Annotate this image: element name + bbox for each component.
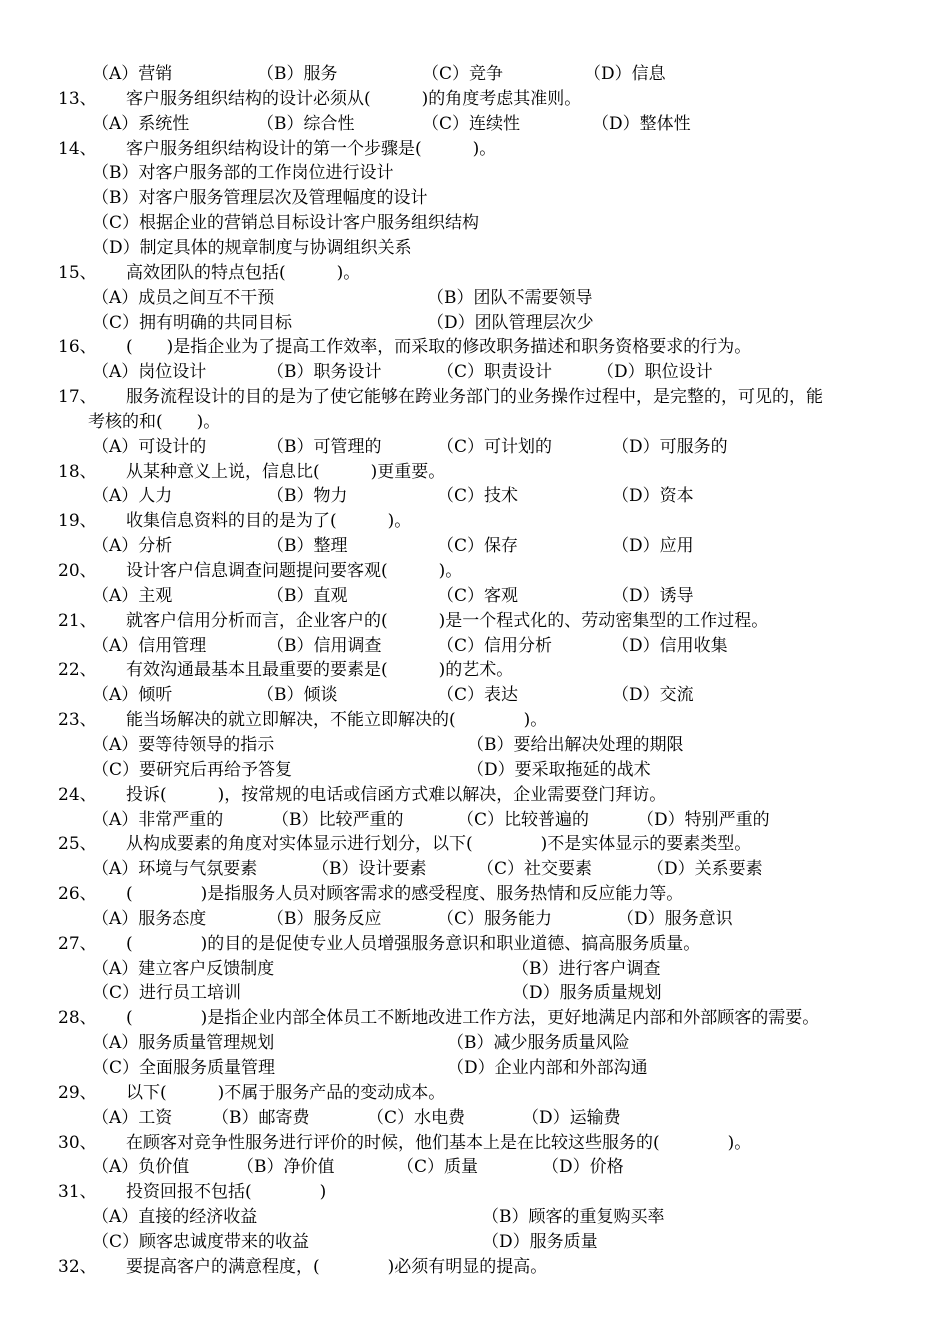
question-number: 17、 — [58, 387, 97, 408]
answer-option: （C）水电费 — [367, 1107, 466, 1128]
options-row — [92, 907, 912, 931]
answer-option: （A）系统性 — [92, 113, 190, 134]
answer-option: （D）整体性 — [592, 113, 691, 134]
question-line — [58, 832, 751, 856]
answer-option: （C）拥有明确的共同目标 — [92, 312, 293, 333]
question-stem: 设计客户信息调查问题提问要客观( )。 — [126, 561, 463, 581]
question-stem: 从构成要素的角度对实体显示进行划分，以下( )不是实体显示的要素类型。 — [126, 834, 752, 855]
answer-option: （D）服务质量规划 — [512, 983, 662, 1004]
options-row — [92, 981, 912, 1005]
answer-option: （D）应用 — [612, 536, 694, 557]
options-row — [92, 634, 912, 658]
question-stem: 投诉( )，按常规的电话或信函方式难以解决，企业需要登门拜访。 — [126, 784, 667, 805]
question-stem: 以下( )不属于服务产品的变动成本。 — [126, 1082, 446, 1103]
question-number: 25、 — [58, 834, 97, 855]
answer-option: （A）成员之间互不干预 — [92, 287, 275, 308]
answer-option: （A）营销 — [92, 64, 173, 84]
question-stem: 从某种意义上说，信息比( )更重要。 — [126, 461, 446, 482]
question-stem: 要提高客户的满意程度，( )必须有明显的提高。 — [126, 1256, 548, 1277]
answer-option: （A）直接的经济收益 — [92, 1207, 258, 1228]
options-row — [92, 1106, 912, 1130]
question-number: 21、 — [58, 610, 97, 631]
question-number: 20、 — [58, 561, 97, 581]
options-row — [92, 1230, 912, 1254]
question-number: 22、 — [58, 660, 97, 681]
question-number: 32、 — [58, 1256, 97, 1277]
options-row — [92, 1205, 912, 1229]
answer-option: （B）减少服务质量风险 — [447, 1033, 630, 1054]
answer-option: （D）运输费 — [522, 1107, 621, 1128]
question-number: 16、 — [58, 337, 97, 358]
answer-option: （C）技术 — [437, 486, 519, 507]
answer-option: （D）服务意识 — [617, 908, 733, 929]
answer-option: （A）可设计的 — [92, 436, 207, 457]
answer-option: （D）价格 — [542, 1157, 624, 1178]
answer-option: （B）服务 — [257, 64, 338, 84]
answer-option: （D）特别严重的 — [637, 809, 770, 830]
answer-option: （A）岗位设计 — [92, 362, 207, 383]
answer-option: （A）建立客户反馈制度 — [92, 958, 275, 979]
answer-option: （B）倾谈 — [257, 685, 338, 706]
answer-option: （C）连续性 — [422, 113, 521, 134]
answer-option: （A）非常严重的 — [92, 809, 224, 830]
answer-option: （A）工资 — [92, 1107, 173, 1128]
question-line — [58, 1081, 445, 1105]
answer-option: （A）环境与气氛要素 — [92, 859, 258, 880]
answer-option: （C）根据企业的营销总目标设计客户服务组织结构 — [92, 213, 480, 234]
options-row — [92, 112, 912, 136]
question-line — [58, 335, 751, 359]
options-row — [92, 1056, 912, 1080]
answer-option: （C）社交要素 — [477, 859, 593, 880]
question-line — [58, 559, 462, 583]
question-line — [58, 882, 683, 906]
answer-option: （B）综合性 — [257, 113, 355, 134]
question-stem: 高效团队的特点包括( )。 — [126, 262, 361, 283]
answer-option: （A）主观 — [92, 585, 173, 606]
options-row — [92, 758, 912, 782]
answer-option: （C）保存 — [437, 536, 519, 557]
question-line — [58, 932, 700, 956]
answer-option: （A）人力 — [92, 486, 173, 507]
question-stem: 客户服务组织结构设计的第一个步骤是( )。 — [126, 138, 497, 159]
question-stem-continuation: 考核的和( )。 — [88, 411, 221, 432]
answer-option: （C）顾客忠诚度带来的收益 — [92, 1231, 310, 1252]
answer-option: （B）进行客户调查 — [512, 958, 661, 979]
question-line — [58, 509, 411, 533]
answer-option: （C）全面服务质量管理 — [92, 1058, 276, 1078]
answer-option: （A）负价值 — [92, 1157, 190, 1178]
answer-option: （D）资本 — [612, 486, 694, 507]
question-line — [58, 783, 666, 807]
question-number: 31、 — [58, 1182, 97, 1203]
answer-option: （C）要研究后再给予答复 — [92, 759, 293, 780]
options-row — [92, 808, 912, 832]
question-line — [58, 609, 768, 633]
answer-option: （B）要给出解决处理的期限 — [467, 734, 684, 755]
answer-option: （D）信息 — [584, 64, 666, 84]
options-row — [92, 683, 912, 707]
answer-option: （D）可服务的 — [612, 436, 728, 457]
question-line — [58, 460, 445, 484]
answer-option: （A）倾听 — [92, 685, 173, 706]
options-row — [92, 857, 912, 881]
answer-option: （C）竞争 — [422, 64, 504, 84]
question-number: 15、 — [58, 262, 97, 283]
question-line — [58, 87, 581, 111]
answer-option: （D）交流 — [612, 685, 694, 706]
answer-option: （B）可管理的 — [267, 436, 382, 457]
question-number: 23、 — [58, 710, 97, 731]
answer-option: （A）分析 — [92, 536, 173, 557]
options-row — [92, 1155, 912, 1179]
question-line — [58, 658, 513, 682]
answer-option: （B）物力 — [267, 486, 348, 507]
question-line — [58, 1006, 819, 1030]
answer-option: （B）信用调查 — [267, 635, 382, 656]
question-number: 26、 — [58, 884, 97, 905]
question-stem: 在顾客对竞争性服务进行评价的时候，他们基本上是在比较这些服务的( )。 — [126, 1132, 752, 1153]
answer-option: （C）表达 — [437, 685, 519, 706]
question-stem: ( )是指企业内部全体员工不断地改进工作方法，更好地满足内部和外部顾客的需要。 — [126, 1008, 820, 1029]
question-line — [58, 137, 496, 161]
answer-option: （C）进行员工培训 — [92, 983, 242, 1004]
question-number: 13、 — [58, 88, 97, 109]
answer-option: （D）职位设计 — [597, 362, 713, 383]
options-row — [92, 733, 912, 757]
answer-option: （B）团队不需要领导 — [427, 287, 593, 308]
question-line — [58, 708, 547, 732]
question-number: 30、 — [58, 1132, 97, 1153]
answer-option: （C）客观 — [437, 585, 519, 606]
answer-option: （D）企业内部和外部沟通 — [447, 1058, 648, 1078]
question-number: 19、 — [58, 511, 97, 532]
answer-option: （B）对客户服务管理层次及管理幅度的设计 — [92, 188, 428, 209]
question-stem: 投资回报不包括( ) — [126, 1182, 327, 1203]
options-row — [92, 62, 912, 86]
answer-option: （C）信用分析 — [437, 635, 553, 656]
answer-option: （D）要采取拖延的战术 — [467, 759, 651, 780]
question-stem: 就客户信用分析而言，企业客户的( )是一个程式化的、劳动密集型的工作过程。 — [126, 610, 769, 631]
answer-option: （B）设计要素 — [312, 859, 427, 880]
question-stem: 客户服务组织结构的设计必须从( )的角度考虑其准则。 — [126, 88, 582, 109]
answer-option: （D）团队管理层次少 — [427, 312, 594, 333]
answer-option: （B）顾客的重复购买率 — [482, 1207, 665, 1228]
question-stem: ( )是指企业为了提高工作效率，而采取的修改职务描述和职务资格要求的行为。 — [126, 337, 752, 358]
answer-option: （D）制定具体的规章制度与协调组织关系 — [92, 237, 412, 258]
answer-option: （C）可计划的 — [437, 436, 553, 457]
answer-option: （C）比较普遍的 — [457, 809, 590, 830]
answer-option: （B）对客户服务部的工作岗位进行设计 — [92, 163, 394, 184]
options-row — [92, 1031, 912, 1055]
options-row — [92, 211, 912, 235]
question-number: 14、 — [58, 138, 97, 159]
question-number: 24、 — [58, 784, 97, 805]
answer-option: （B）职务设计 — [267, 362, 382, 383]
answer-option: （C）质量 — [397, 1157, 479, 1178]
answer-option: （D）信用收集 — [612, 635, 728, 656]
answer-option: （C）职责设计 — [437, 362, 553, 383]
question-line — [58, 261, 360, 285]
answer-option: （A）要等待领导的指示 — [92, 734, 275, 755]
answer-option: （B）直观 — [267, 585, 348, 606]
question-number: 28、 — [58, 1008, 97, 1029]
answer-option: （B）净价值 — [237, 1157, 335, 1178]
options-row — [92, 286, 912, 310]
question-line — [58, 385, 823, 409]
options-row — [92, 360, 912, 384]
options-row — [92, 534, 912, 558]
answer-option: （B）比较严重的 — [272, 809, 404, 830]
answer-option: （C）服务能力 — [437, 908, 553, 929]
answer-option: （D）诱导 — [612, 585, 694, 606]
answer-option: （B）邮寄费 — [212, 1107, 310, 1128]
answer-option: （B）服务反应 — [267, 908, 382, 929]
options-row — [92, 484, 912, 508]
question-line — [58, 1180, 326, 1204]
question-stem: 有效沟通最基本且最重要的要素是( )的艺术。 — [126, 660, 514, 681]
options-row — [92, 584, 912, 608]
question-stem: ( )的目的是促使专业人员增强服务意识和职业道德、搞高服务质量。 — [126, 933, 701, 954]
answer-option: （A）服务态度 — [92, 908, 207, 929]
options-row — [92, 161, 912, 185]
answer-option: （A）服务质量管理规划 — [92, 1033, 275, 1054]
options-row — [92, 311, 912, 335]
question-number: 27、 — [58, 933, 97, 954]
question-number: 18、 — [58, 461, 97, 482]
question-stem: 能当场解决的就立即解决，不能立即解决的( )。 — [126, 710, 548, 731]
question-stem: 服务流程设计的目的是为了使它能够在跨业务部门的业务操作过程中，是完整的，可见的，能 — [126, 387, 823, 408]
options-row — [92, 435, 912, 459]
question-stem: ( )是指服务人员对顾客需求的感受程度、服务热情和反应能力等。 — [126, 884, 684, 905]
answer-option: （B）整理 — [267, 536, 348, 557]
question-line — [58, 1131, 751, 1155]
answer-option: （D）服务质量 — [482, 1231, 598, 1252]
answer-option: （D）关系要素 — [647, 859, 763, 880]
answer-option: （A）信用管理 — [92, 635, 207, 656]
options-row — [92, 236, 912, 260]
options-row — [92, 957, 912, 981]
options-row — [92, 186, 912, 210]
question-stem: 收集信息资料的目的是为了( )。 — [126, 511, 412, 532]
question-line — [58, 1255, 547, 1279]
question-number: 29、 — [58, 1082, 97, 1103]
